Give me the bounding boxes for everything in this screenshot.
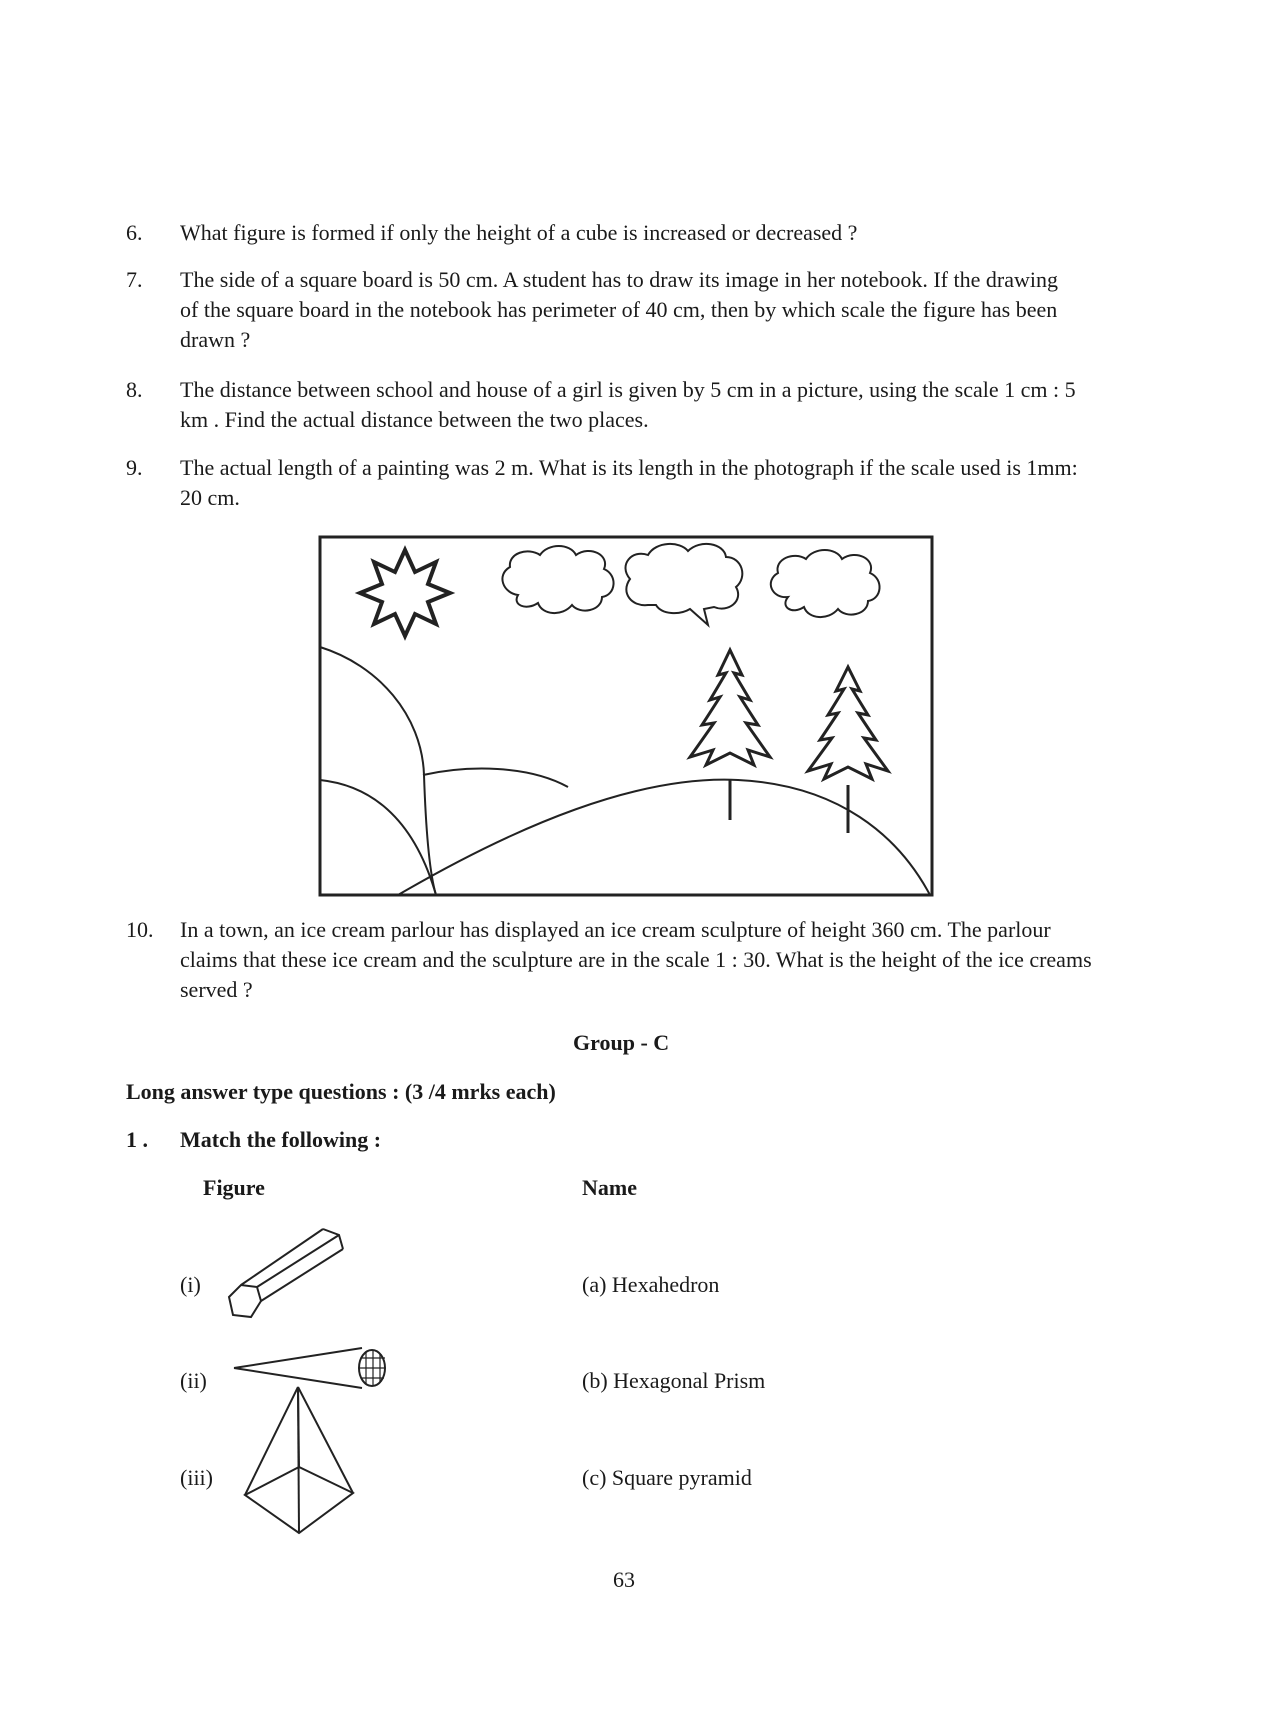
question-text-line: In a town, an ice cream parlour has displayed an ice cream sculpture of height 360 cm. The parlour (180, 917, 1051, 942)
big-hill (398, 780, 930, 895)
question-text-line: km . Find the actual distance between the two places. (180, 407, 649, 432)
match-question-number: 1 . (126, 1127, 148, 1152)
name-option: (c) Square pyramid (582, 1465, 752, 1490)
question-text-line: of the square board in the notebook has perimeter of 40 cm, then by which scale the figure has been (180, 297, 1058, 322)
question-text-line: The side of a square board is 50 cm. A student has to draw its image in her notebook. If the drawing (180, 267, 1058, 292)
section-heading: Long answer type questions : (3 /4 mrks each) (126, 1079, 556, 1104)
question-text-line: 20 cm. (180, 485, 240, 510)
sun-icon (360, 550, 450, 636)
name-option: (b) Hexagonal Prism (582, 1368, 766, 1393)
tree-icon (690, 650, 770, 820)
question-number: 8. (126, 377, 143, 402)
group-heading: Group - C (573, 1030, 670, 1055)
question-text-line: The actual length of a painting was 2 m. What is its length in the photograph if the scale used is 1mm: (180, 455, 1078, 480)
question-number: 9. (126, 455, 143, 480)
tree-icon (808, 667, 888, 833)
question-number: 10. (126, 917, 154, 942)
hill-arc (320, 780, 436, 895)
question-number: 7. (126, 267, 143, 292)
cloud-icon (502, 546, 613, 613)
question-text-line: claims that these ice cream and the sculpture are in the scale 1 : 30. What is the height of the ice creams (180, 947, 1092, 972)
square-pyramid-figure (243, 1385, 355, 1535)
landscape-picture (318, 535, 938, 900)
figure-label: (ii) (180, 1368, 207, 1393)
name-column-header: Name (582, 1175, 637, 1200)
cloud-icon (771, 550, 880, 617)
question-text-line: served ? (180, 977, 253, 1002)
figure-label: (iii) (180, 1465, 213, 1490)
match-question-text: Match the following : (180, 1127, 382, 1152)
hexagonal-prism-figure (225, 1227, 355, 1319)
speech-cloud-icon (625, 544, 742, 625)
page-number: 63 (613, 1567, 635, 1592)
left-hill (320, 647, 436, 895)
figure-column-header: Figure (203, 1175, 265, 1200)
hill-arc (423, 769, 568, 787)
question-text-line: The distance between school and house of a girl is given by 5 cm in a picture, using the scale 1 cm : 5 (180, 377, 1076, 402)
question-number: 6. (126, 220, 143, 245)
question-text-line: drawn ? (180, 327, 251, 352)
question-text-line: What figure is formed if only the height of a cube is increased or decreased ? (180, 220, 858, 245)
name-option: (a) Hexahedron (582, 1272, 720, 1297)
figure-label: (i) (180, 1272, 201, 1297)
